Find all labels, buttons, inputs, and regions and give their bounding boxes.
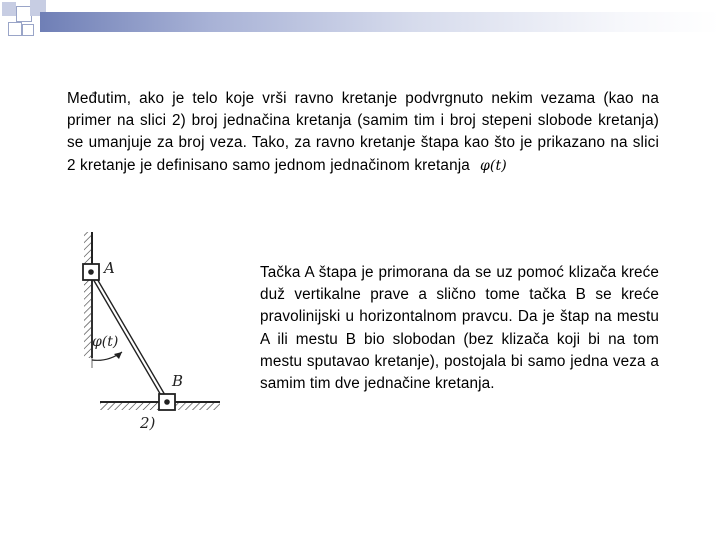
decor-square [8, 22, 22, 36]
intro-text: Međutim, ako je telo koje vrši ravno kretanje podvrgnuto nekim vezama (kao na primer na slici 2) broj jednačina kretanja (samim tim i broj stepeni slobode kretanja) se umanjuje za broj veza. Tako, za ravno kretanje štapa kao što je prikazano na slici 2 kretanje je definisano samo jednom jednačinom kretanja [67, 90, 659, 174]
vertical-wall-hatch [84, 232, 92, 358]
equation-phi: φ(t) [479, 157, 507, 174]
joint-a [88, 269, 94, 275]
title-decoration [0, 0, 720, 40]
label-a: A [104, 259, 115, 277]
label-angle: φ(t) [92, 334, 119, 350]
joint-b [164, 399, 170, 405]
decor-square [2, 2, 16, 16]
title-gradient-bar [40, 12, 720, 32]
decor-square [22, 24, 34, 36]
explanation-paragraph: Tačka A štapa je primorana da se uz pomoć klizača kreće duž vertikalne prave a slično tome tačka B se kreće pravolinijski u horizontalnom pravcu. Da je štap na mestu A ili mestu B bio slobodan (bez klizača koji bi na tom mestu sputavao kretanje), postojala bi samo jedna veza a samim tim dve jednačine kretanja. [260, 264, 659, 393]
rod-figure [70, 228, 250, 438]
figure-caption: 2) [140, 414, 156, 432]
label-b: B [172, 372, 184, 390]
intro-paragraph [67, 88, 659, 177]
